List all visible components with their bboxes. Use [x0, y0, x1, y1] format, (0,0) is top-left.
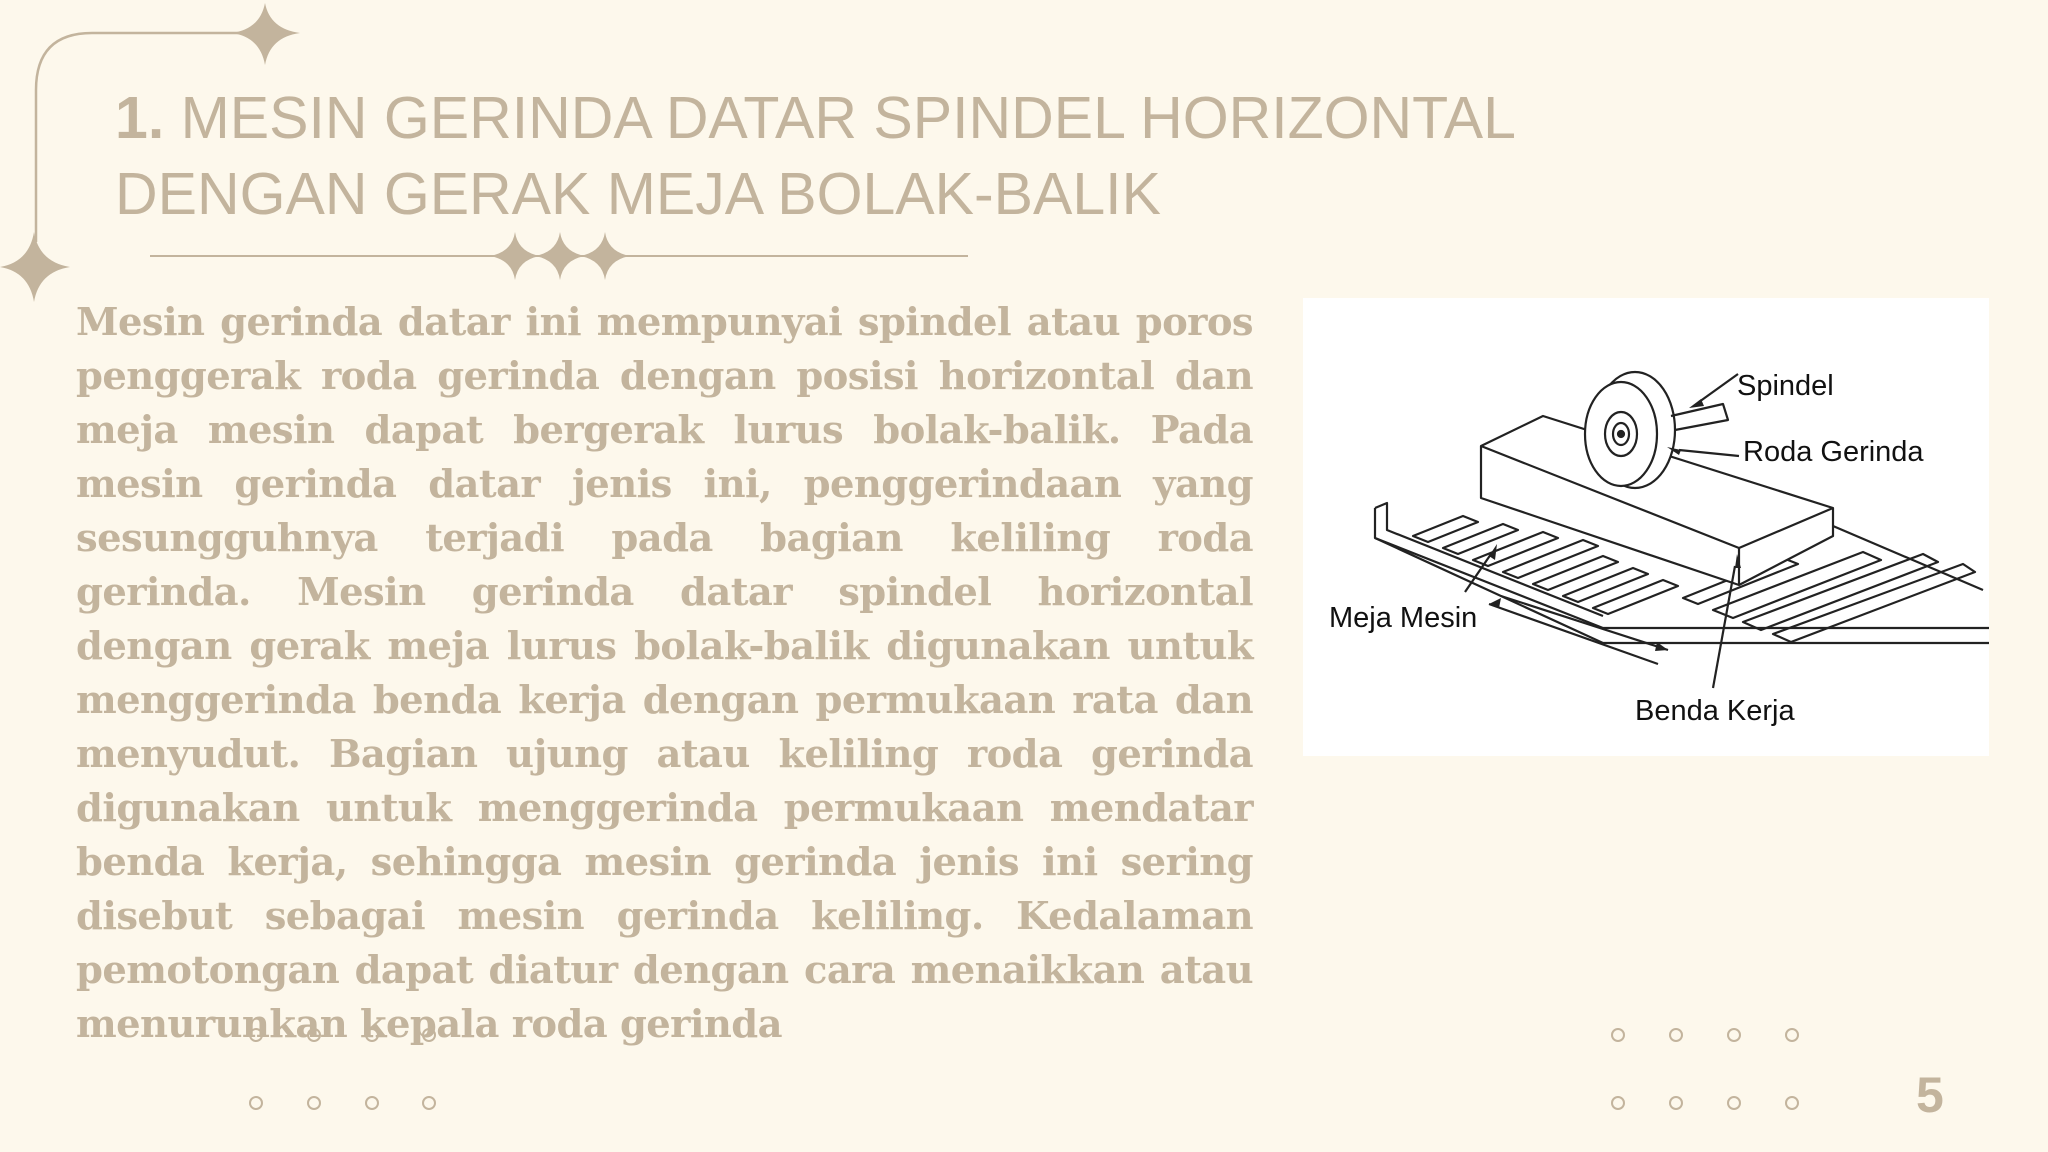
slide-title [115, 80, 1615, 232]
decor-dot [422, 1028, 436, 1042]
decor-dot [1727, 1028, 1741, 1042]
sparkle-icon [580, 232, 630, 280]
decor-dot [1611, 1096, 1625, 1110]
decor-dot [1669, 1028, 1683, 1042]
sparkle-icon [490, 232, 540, 280]
decor-dot [1785, 1028, 1799, 1042]
sparkle-icon [535, 232, 585, 280]
decor-dot [365, 1096, 379, 1110]
page-number: 5 [1916, 1067, 1944, 1123]
decor-dot [1785, 1096, 1799, 1110]
title-text: MESIN GERINDA DATAR SPINDEL HORIZONTAL DENGAN GERAK MEJA BOLAK-BALIK [115, 85, 1514, 227]
sparkle-icon [232, 3, 300, 65]
label-spindel: Spindel [1737, 370, 1834, 402]
decor-dot [307, 1028, 321, 1042]
decor-dot [1727, 1096, 1741, 1110]
decor-dot [365, 1028, 379, 1042]
decor-dot [1669, 1096, 1683, 1110]
decor-dot [422, 1096, 436, 1110]
decor-dot [307, 1096, 321, 1110]
decor-dot [249, 1028, 263, 1042]
decor-dot [1611, 1028, 1625, 1042]
label-roda-gerinda: Roda Gerinda [1743, 436, 1924, 468]
decor-dot [249, 1096, 263, 1110]
grinding-machine-figure [1303, 298, 1989, 756]
body-paragraph: Mesin gerinda datar ini mempunyai spindel atau poros penggerak roda gerinda dengan posisi horizontal dan meja mesin dapat bergerak lurus bolak-balik. Pada mesin gerinda datar jenis ini, penggerindaan yang sesungguhnya terjadi pada bagian keliling roda gerinda. Mesin gerinda datar spindel horizontal dengan gerak meja lurus bolak-balik digunakan untuk menggerinda benda kerja dengan permukaan rata dan menyudut. Bagian ujung atau keliling roda gerinda digunakan untuk menggerinda permukaan mendatar benda kerja, sehingga mesin gerinda jenis ini sering disebut sebagai mesin gerinda keliling. Kedalaman pemotongan dapat diatur dengan cara menaikkan atau menurunkan kepala roda gerinda [76, 300, 1253, 1047]
title-number: 1. [115, 85, 165, 151]
label-meja-mesin: Meja Mesin [1329, 602, 1478, 634]
machine-illustration [1303, 298, 1989, 756]
label-benda-kerja: Benda Kerja [1635, 695, 1795, 727]
sparkle-icon [0, 232, 70, 302]
